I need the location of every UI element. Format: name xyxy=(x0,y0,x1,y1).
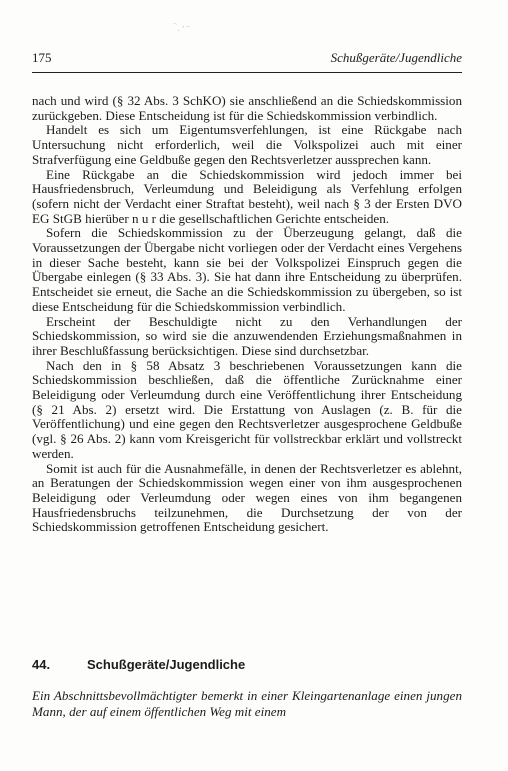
paragraph: Nach den in § 58 Absatz 3 beschriebenen Voraussetzungen kann die Schiedskommission beschließen, daß die öffentliche Zurücknahme einer Beleidigung oder Verleumdung durch eine Veröffentlichung ihrer Entscheidung (§ 21 Abs. 2) ersetzt wird. Die Erstattung von Auslagen (z. B. für die Veröffentlichung) und eine gegen den Rechtsverletzer ausgesprochene Geldbuße (vgl. § 26 Abs. 2) kann vom Kreisgericht für vollstreckbar erklärt und vollstreckt werden. xyxy=(32,357,462,461)
header-rule xyxy=(32,72,462,73)
paragraph: Sofern die Schiedskommission zu der Überzeugung gelangt, daß die Voraussetzungen der Übergabe nicht vorliegen oder der Verdacht eines Vergehens in dieser Sache besteht, kann sie bei der Volkspolizei Einspruch gegen die Übergabe einlegen (§ 33 Abs. 3). Sie hat dann ihre Entscheidung zu überprüfen. Entscheidet sie erneut, die Sache an die Schiedskommission zu übergeben, so ist diese Entscheidung für die Schiedskommission verbindlich. xyxy=(32,225,462,314)
paragraph: Handelt es sich um Eigentumsverfehlungen, ist eine Rückgabe nach Untersuchung nicht erforderlich, weil die Volkspolizei auch mit einer Strafverfügung eine Geldbuße gegen den Rechtsverletzer aussprechen kann. xyxy=(32,122,462,167)
paragraph: Somit ist auch für die Ausnahmefälle, in denen der Rechtsverletzer es ablehnt, an Beratungen der Schiedskommission wegen einer von ihm ausgesprochenen Beleidigung oder Verleumdung oder wegen eines von ihm begangenen Hausfriedensbruchs teilzunehmen, die Durchsetzung der von der Schiedskommission getroffenen Entscheidung gesichert. xyxy=(32,460,462,535)
paragraph: Eine Rückgabe an die Schiedskommission wird jedoch immer bei Hausfriedensbruch, Verleumdung und Beleidigung als Verfehlung erfolgen (sofern nicht der Verdacht einer Straftat besteht), weil nach § 3 der Ersten DVO EG StGB hierüber n u r die gesellschaftlichen Gerichte entscheiden. xyxy=(32,166,462,226)
case-description: Ein Abschnittsbevollmächtigter bemerkt in einer Kleingartenanlage einen jungen Mann, der auf einem öffentlichen Weg mit einem xyxy=(32,688,462,719)
section-heading xyxy=(32,657,462,675)
section-number: 44. xyxy=(32,657,51,672)
body-text xyxy=(32,94,462,535)
page-number: 175 xyxy=(32,50,52,65)
smudge-mark: ⁻ˎ⸱⁻ xyxy=(171,19,192,34)
paragraph: nach und wird (§ 32 Abs. 3 SchKO) sie anschließend an die Schiedskommission zurückgeben. Diese Entscheidung ist für die Schiedskommission verbindlich. xyxy=(32,93,462,123)
page-header xyxy=(32,50,462,70)
running-head: Schußgeräte/Jugendliche xyxy=(330,50,462,65)
paragraph: Erscheint der Beschuldigte nicht zu den Verhandlungen der Schiedskommission, so wird sie die anzuwendenden Erziehungsmaßnahmen in ihrer Beschlußfassung berücksichtigen. Diese sind durchsetzbar. xyxy=(32,313,462,358)
section-title: Schußgeräte/Jugendliche xyxy=(87,657,246,672)
